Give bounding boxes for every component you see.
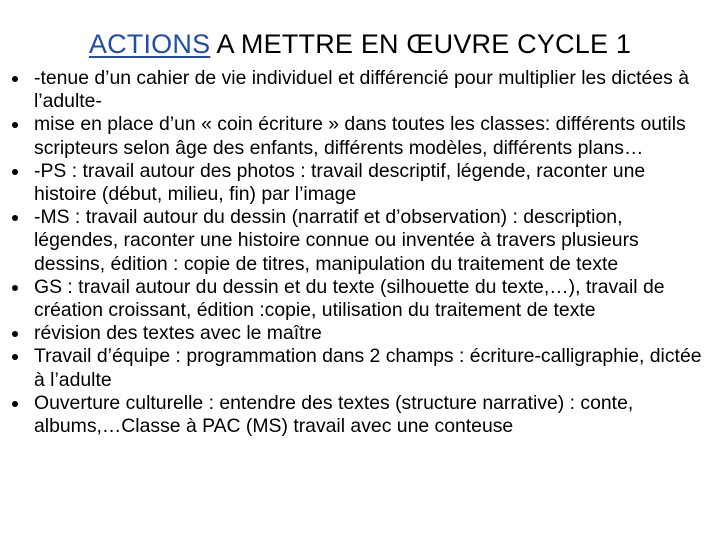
bullet-item-coin-ecriture [0, 113, 720, 159]
bullet-icon [12, 354, 18, 360]
bullet-item-travail-equipe [0, 345, 720, 391]
bullet-item-gs [0, 276, 720, 322]
bullet-icon [12, 76, 18, 82]
bullet-icon [12, 169, 18, 175]
bullet-item-revision [0, 322, 720, 345]
bullet-text: Travail d’équipe : programmation dans 2 champs : écriture-calligraphie, dictée à l’adulte [34, 345, 702, 391]
bullet-icon [12, 285, 18, 291]
bullet-text: -MS : travail autour du dessin (narratif et d’observation) : description, légendes, raconter une histoire connue ou inventée à travers plusieurs dessins, édition : copie de titres, manipulation du traitement de texte [34, 206, 639, 275]
bullet-item-ps [0, 160, 720, 206]
bullet-text: -tenue d’un cahier de vie individuel et différencié pour multiplier les dictées à l’adulte- [34, 67, 689, 113]
bullet-text: Ouverture culturelle : entendre des textes (structure narrative) : conte, albums,…Classe à PAC (MS) travail avec une conteuse [34, 391, 634, 438]
bullet-text: -PS : travail autour des photos : travail descriptif, légende, raconter une histoire (début, milieu, fin) par l’image [34, 159, 646, 206]
bullet-text: révision des textes avec le maître [34, 322, 322, 345]
bullet-icon [12, 401, 18, 407]
slide-title [0, 26, 720, 62]
bullet-item-ouverture-culturelle [0, 392, 720, 438]
title-rest: A METTRE EN ŒUVRE CYCLE 1 [210, 29, 632, 59]
bullet-text: GS : travail autour du dessin et du texte (silhouette du texte,…), travail de création croissant, édition :copie, utilisation du traitement de texte [34, 275, 665, 322]
bullet-icon [12, 215, 18, 221]
actions-link[interactable]: ACTIONS [88, 29, 211, 59]
bullet-icon [12, 331, 18, 337]
bullet-item-cahier-de-vie [0, 67, 720, 113]
bullet-icon [12, 122, 18, 128]
bullet-text: mise en place d’un « coin écriture » dans toutes les classes: différents outils scripteurs selon âge des enfants, différents modèles, différents plans… [34, 113, 686, 159]
bullet-item-ms [0, 206, 720, 276]
bullet-list [0, 67, 720, 438]
